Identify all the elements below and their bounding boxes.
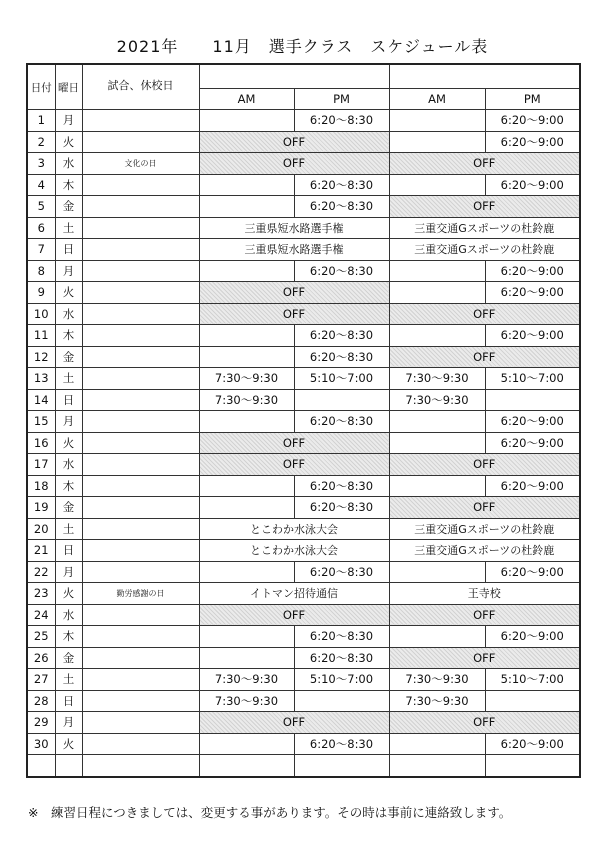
am-cell [389,733,485,755]
am-cell [199,497,294,519]
note-cell [82,647,199,669]
am-cell [199,411,294,433]
note-cell [82,217,199,239]
note-cell [82,604,199,626]
pm-cell [485,389,580,411]
day-cell: 12 [27,346,55,368]
am-cell: 7:30～9:30 [389,690,485,712]
schedule-row [27,647,580,669]
day-cell: 17 [27,454,55,476]
day-cell: 28 [27,690,55,712]
off-cell: OFF [389,497,580,519]
schedule-row [27,604,580,626]
am-cell [199,475,294,497]
pm-cell: 6:20～8:30 [294,626,389,648]
pm-cell: 6:20～8:30 [294,497,389,519]
weekday-cell: 木 [55,626,82,648]
pm-cell: 6:20～8:30 [294,647,389,669]
day-cell: 6 [27,217,55,239]
header-weekday: 曜日 [55,64,82,110]
am-cell [199,755,294,777]
schedule-row [27,217,580,239]
schedule-row [27,196,580,218]
day-cell: 19 [27,497,55,519]
weekday-cell: 水 [55,604,82,626]
pm-cell: 6:20～9:00 [485,110,580,132]
event-cell: とこわか水泳大会 [199,540,389,562]
day-cell: 22 [27,561,55,583]
event-cell: とこわか水泳大会 [199,518,389,540]
pm-cell: 6:20～9:00 [485,561,580,583]
note-cell [82,497,199,519]
am-cell [389,626,485,648]
event-cell: 三重交通Gスポーツの杜鈴鹿 [389,217,580,239]
weekday-cell: 火 [55,583,82,605]
weekday-cell: 土 [55,669,82,691]
day-cell: 24 [27,604,55,626]
off-cell: OFF [199,282,389,304]
weekday-cell [55,755,82,777]
am-cell [199,260,294,282]
off-cell: OFF [389,196,580,218]
am-cell [199,325,294,347]
note-cell [82,432,199,454]
weekday-cell: 月 [55,712,82,734]
weekday-cell: 月 [55,411,82,433]
weekday-cell: 土 [55,368,82,390]
am-cell [389,260,485,282]
pm-cell [485,690,580,712]
note-cell [82,110,199,132]
event-cell: 三重県短水路選手権 [199,239,389,261]
off-cell: OFF [389,454,580,476]
schedule-row [27,368,580,390]
header-group-a [199,64,389,88]
am-cell [389,755,485,777]
pm-cell: 6:20～8:30 [294,411,389,433]
day-cell: 10 [27,303,55,325]
day-cell: 15 [27,411,55,433]
pm-cell: 6:20～8:30 [294,325,389,347]
schedule-row [27,518,580,540]
pm-cell [485,755,580,777]
day-cell: 18 [27,475,55,497]
event-cell: 三重交通Gスポーツの杜鈴鹿 [389,239,580,261]
am-cell: 7:30～9:30 [199,368,294,390]
day-cell: 9 [27,282,55,304]
am-cell: 7:30～9:30 [199,690,294,712]
pm-cell [294,389,389,411]
header-note: 試合、休校日 [82,64,199,110]
am-cell: 7:30～9:30 [199,389,294,411]
schedule-row [27,432,580,454]
note-cell [82,669,199,691]
note-cell [82,325,199,347]
header-am-b: AM [389,88,485,110]
am-cell [389,174,485,196]
schedule-row [27,411,580,433]
weekday-cell: 月 [55,110,82,132]
pm-cell: 6:20～9:00 [485,325,580,347]
off-cell: OFF [389,647,580,669]
schedule-row [27,110,580,132]
schedule-row [27,583,580,605]
note-cell [82,690,199,712]
day-cell: 8 [27,260,55,282]
note-cell [82,454,199,476]
weekday-cell: 金 [55,346,82,368]
weekday-cell: 水 [55,153,82,175]
note-cell [82,174,199,196]
off-cell: OFF [199,153,389,175]
weekday-cell: 金 [55,196,82,218]
weekday-cell: 木 [55,475,82,497]
am-cell [389,325,485,347]
schedule-row [27,755,580,777]
am-cell: 7:30～9:30 [389,389,485,411]
schedule-row [27,540,580,562]
header-group-b [389,64,580,88]
off-cell: OFF [199,303,389,325]
day-cell [27,755,55,777]
note-cell [82,755,199,777]
note-cell [82,733,199,755]
schedule-row [27,239,580,261]
am-cell [199,626,294,648]
weekday-cell: 火 [55,131,82,153]
weekday-cell: 水 [55,454,82,476]
pm-cell [294,690,389,712]
am-cell [389,282,485,304]
day-cell: 14 [27,389,55,411]
day-cell: 29 [27,712,55,734]
schedule-row [27,260,580,282]
page-title: 2021年 11月 選手クラス スケジュール表 [116,37,489,56]
off-cell: OFF [389,712,580,734]
schedule-row [27,497,580,519]
note-cell [82,475,199,497]
am-cell: 7:30～9:30 [389,669,485,691]
header-am-a: AM [199,88,294,110]
day-cell: 4 [27,174,55,196]
day-cell: 2 [27,131,55,153]
schedule-row [27,282,580,304]
pm-cell: 6:20～8:30 [294,110,389,132]
pm-cell: 6:20～8:30 [294,475,389,497]
am-cell [389,475,485,497]
header-pm-b: PM [485,88,580,110]
footer-note: ※ 練習日程につきましては、変更する事があります。その時は事前に連絡致します。 [28,805,512,820]
schedule-row [27,733,580,755]
am-cell [199,196,294,218]
weekday-cell: 日 [55,239,82,261]
pm-cell: 6:20～8:30 [294,346,389,368]
pm-cell: 5:10～7:00 [485,669,580,691]
off-cell: OFF [199,604,389,626]
am-cell [199,647,294,669]
schedule-row [27,131,580,153]
am-cell [199,733,294,755]
pm-cell [294,755,389,777]
event-cell: 三重交通Gスポーツの杜鈴鹿 [389,540,580,562]
weekday-cell: 月 [55,561,82,583]
schedule-row [27,303,580,325]
am-cell: 7:30～9:30 [199,669,294,691]
day-cell: 20 [27,518,55,540]
pm-cell: 5:10～7:00 [294,368,389,390]
am-cell [199,346,294,368]
schedule-row [27,153,580,175]
day-cell: 26 [27,647,55,669]
weekday-cell: 木 [55,174,82,196]
schedule-row [27,561,580,583]
note-cell [82,389,199,411]
am-cell [199,110,294,132]
schedule-row [27,389,580,411]
day-cell: 5 [27,196,55,218]
off-cell: OFF [199,712,389,734]
event-cell: 三重県短水路選手権 [199,217,389,239]
note-cell [82,282,199,304]
header-day: 日付 [27,64,55,110]
note-cell [82,368,199,390]
weekday-cell: 火 [55,282,82,304]
weekday-cell: 火 [55,432,82,454]
note-cell [82,346,199,368]
weekday-cell: 火 [55,733,82,755]
note-cell [82,518,199,540]
am-cell [389,432,485,454]
note-cell [82,411,199,433]
weekday-cell: 水 [55,303,82,325]
note-cell [82,239,199,261]
day-cell: 27 [27,669,55,691]
pm-cell: 6:20～8:30 [294,733,389,755]
schedule-row [27,712,580,734]
schedule-row [27,669,580,691]
weekday-cell: 木 [55,325,82,347]
weekday-cell: 月 [55,260,82,282]
day-cell: 25 [27,626,55,648]
note-cell: 文化の日 [82,153,199,175]
day-cell: 30 [27,733,55,755]
note-cell [82,561,199,583]
pm-cell: 6:20～9:00 [485,626,580,648]
schedule-row [27,475,580,497]
day-cell: 1 [27,110,55,132]
event-cell: イトマン招待通信 [199,583,389,605]
note-cell [82,260,199,282]
note-cell [82,626,199,648]
pm-cell: 6:20～8:30 [294,196,389,218]
note-cell [82,196,199,218]
event-cell: 三重交通Gスポーツの杜鈴鹿 [389,518,580,540]
off-cell: OFF [389,604,580,626]
day-cell: 3 [27,153,55,175]
am-cell [389,411,485,433]
pm-cell: 6:20～9:00 [485,411,580,433]
header-pm-a: PM [294,88,389,110]
am-cell [199,561,294,583]
note-cell [82,540,199,562]
schedule-row [27,174,580,196]
note-cell [82,303,199,325]
pm-cell: 5:10～7:00 [294,669,389,691]
note-cell: 勤労感謝の日 [82,583,199,605]
schedule-row [27,325,580,347]
am-cell [389,561,485,583]
weekday-cell: 金 [55,647,82,669]
pm-cell: 6:20～9:00 [485,131,580,153]
schedule-row [27,626,580,648]
day-cell: 13 [27,368,55,390]
schedule-table [26,63,581,778]
am-cell [389,110,485,132]
off-cell: OFF [199,131,389,153]
am-cell [389,131,485,153]
pm-cell: 6:20～9:00 [485,475,580,497]
off-cell: OFF [199,432,389,454]
weekday-cell: 土 [55,518,82,540]
pm-cell: 6:20～9:00 [485,174,580,196]
pm-cell: 5:10～7:00 [485,368,580,390]
day-cell: 7 [27,239,55,261]
off-cell: OFF [199,454,389,476]
pm-cell: 6:20～9:00 [485,733,580,755]
day-cell: 21 [27,540,55,562]
pm-cell: 6:20～9:00 [485,432,580,454]
pm-cell: 6:20～9:00 [485,282,580,304]
note-cell [82,712,199,734]
off-cell: OFF [389,153,580,175]
am-cell [199,174,294,196]
pm-cell: 6:20～8:30 [294,561,389,583]
note-cell [82,131,199,153]
am-cell: 7:30～9:30 [389,368,485,390]
schedule-body [27,110,580,777]
weekday-cell: 日 [55,389,82,411]
day-cell: 16 [27,432,55,454]
off-cell: OFF [389,346,580,368]
event-cell: 王寺校 [389,583,580,605]
weekday-cell: 日 [55,540,82,562]
weekday-cell: 土 [55,217,82,239]
schedule-row [27,690,580,712]
off-cell: OFF [389,303,580,325]
day-cell: 11 [27,325,55,347]
schedule-row [27,454,580,476]
weekday-cell: 日 [55,690,82,712]
pm-cell: 6:20～8:30 [294,174,389,196]
schedule-row [27,346,580,368]
weekday-cell: 金 [55,497,82,519]
day-cell: 23 [27,583,55,605]
pm-cell: 6:20～9:00 [485,260,580,282]
pm-cell: 6:20～8:30 [294,260,389,282]
